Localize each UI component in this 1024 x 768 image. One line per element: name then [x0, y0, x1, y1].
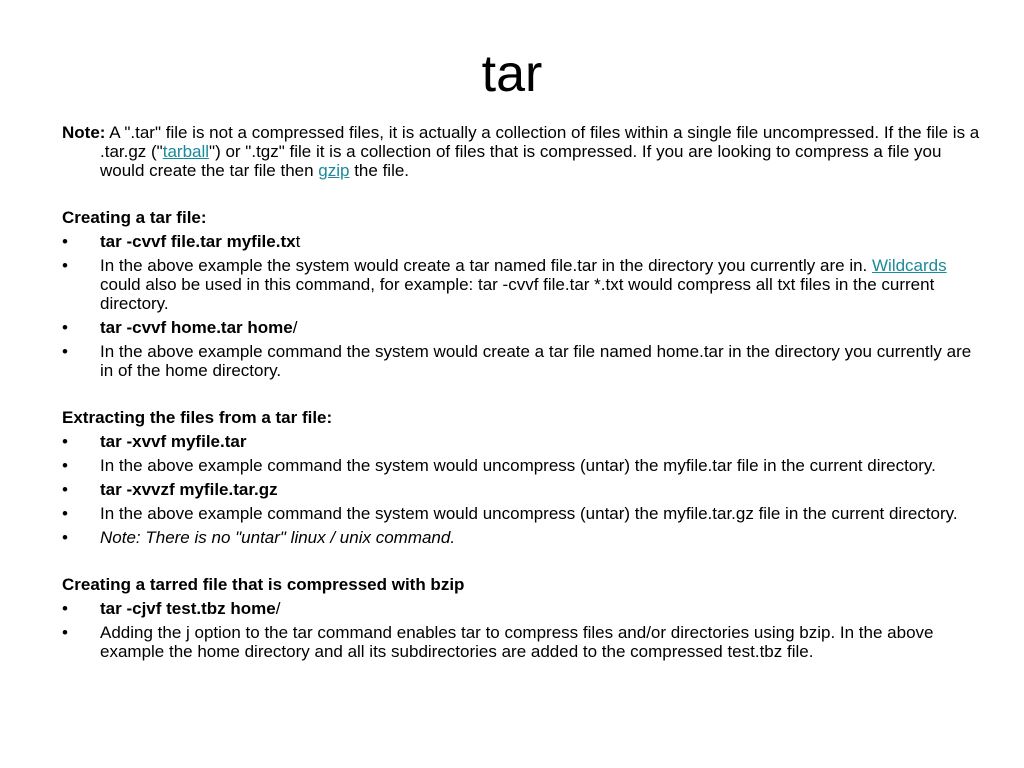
wildcards-link[interactable]: Wildcards — [872, 256, 947, 275]
note-text-2: ") or ".tgz" file it is a collection of files that is compressed. If you are looking to compress a file you would create the tar file then — [100, 142, 942, 180]
bullet-icon: • — [62, 318, 68, 337]
gzip-link[interactable]: gzip — [318, 161, 350, 180]
bullet-list — [62, 432, 982, 547]
bullet-list — [62, 599, 982, 661]
command-text: tar -cjvf test.tbz home — [100, 599, 276, 618]
section-heading: Extracting the files from a tar file: — [62, 408, 333, 427]
command-text: tar -cvvf home.tar home — [100, 318, 293, 337]
bullet-icon: • — [62, 480, 68, 499]
note-text-1: A ".tar" file is not a compressed files, it is actually a collection of files within a single file uncompressed. If the file is a .tar.gz (" — [100, 123, 980, 161]
section-heading: Creating a tar file: — [62, 208, 207, 227]
bullet-list — [62, 232, 982, 380]
list-item — [62, 623, 982, 661]
item-text-2: could also be used in this command, for example: tar -cvvf file.tar *.txt would compress all txt files in the current directory. — [100, 275, 935, 313]
bullet-icon: • — [62, 623, 68, 642]
command-suffix: / — [275, 599, 281, 618]
bullet-icon: • — [62, 456, 68, 475]
list-item — [62, 480, 982, 499]
note-paragraph — [62, 123, 982, 180]
bullet-icon: • — [62, 432, 68, 451]
list-item — [62, 256, 982, 313]
slide-body — [62, 123, 982, 661]
italic-note: Note: There is no "untar" linux / unix command. — [100, 528, 456, 547]
section-bzip-tar — [62, 575, 982, 661]
command-text: tar -xvvzf myfile.tar.gz — [100, 480, 278, 499]
list-item — [62, 599, 982, 618]
bullet-icon: • — [62, 256, 68, 275]
slide-title: tar — [481, 45, 543, 103]
bullet-icon: • — [62, 342, 68, 361]
item-text: In the above example command the system would uncompress (untar) the myfile.tar.gz file in the current directory. — [100, 504, 958, 523]
item-text: Adding the j option to the tar command enables tar to compress files and/or directories using bzip. In the above example the home directory and all its subdirectories are added to the compressed test.tbz file. — [100, 623, 934, 661]
command-suffix: t — [295, 232, 301, 251]
list-item — [62, 504, 982, 523]
note-text-3: the file. — [349, 161, 410, 180]
bullet-icon: • — [62, 504, 68, 523]
bullet-icon: • — [62, 528, 68, 547]
list-item — [62, 528, 982, 547]
command-suffix: / — [292, 318, 298, 337]
list-item — [62, 318, 982, 337]
section-heading: Creating a tarred file that is compressed with bzip — [62, 575, 465, 594]
note-label: Note: — [62, 123, 106, 142]
section-creating-tar — [62, 208, 982, 380]
command-text: tar -cvvf file.tar myfile.tx — [100, 232, 296, 251]
section-extracting-tar — [62, 408, 982, 547]
command-text: tar -xvvf myfile.tar — [100, 432, 247, 451]
list-item — [62, 342, 982, 380]
item-text: In the above example command the system would uncompress (untar) the myfile.tar file in the current directory. — [100, 456, 936, 475]
list-item — [62, 456, 982, 475]
tarball-link[interactable]: tarball — [162, 142, 210, 161]
item-text: In the above example command the system would create a tar file named home.tar in the directory you currently are in of the home directory. — [100, 342, 972, 380]
bullet-icon: • — [62, 599, 68, 618]
list-item — [62, 232, 982, 251]
item-text-1: In the above example the system would create a tar named file.tar in the directory you currently are in. — [100, 256, 872, 275]
list-item — [62, 432, 982, 451]
bullet-icon: • — [62, 232, 68, 251]
